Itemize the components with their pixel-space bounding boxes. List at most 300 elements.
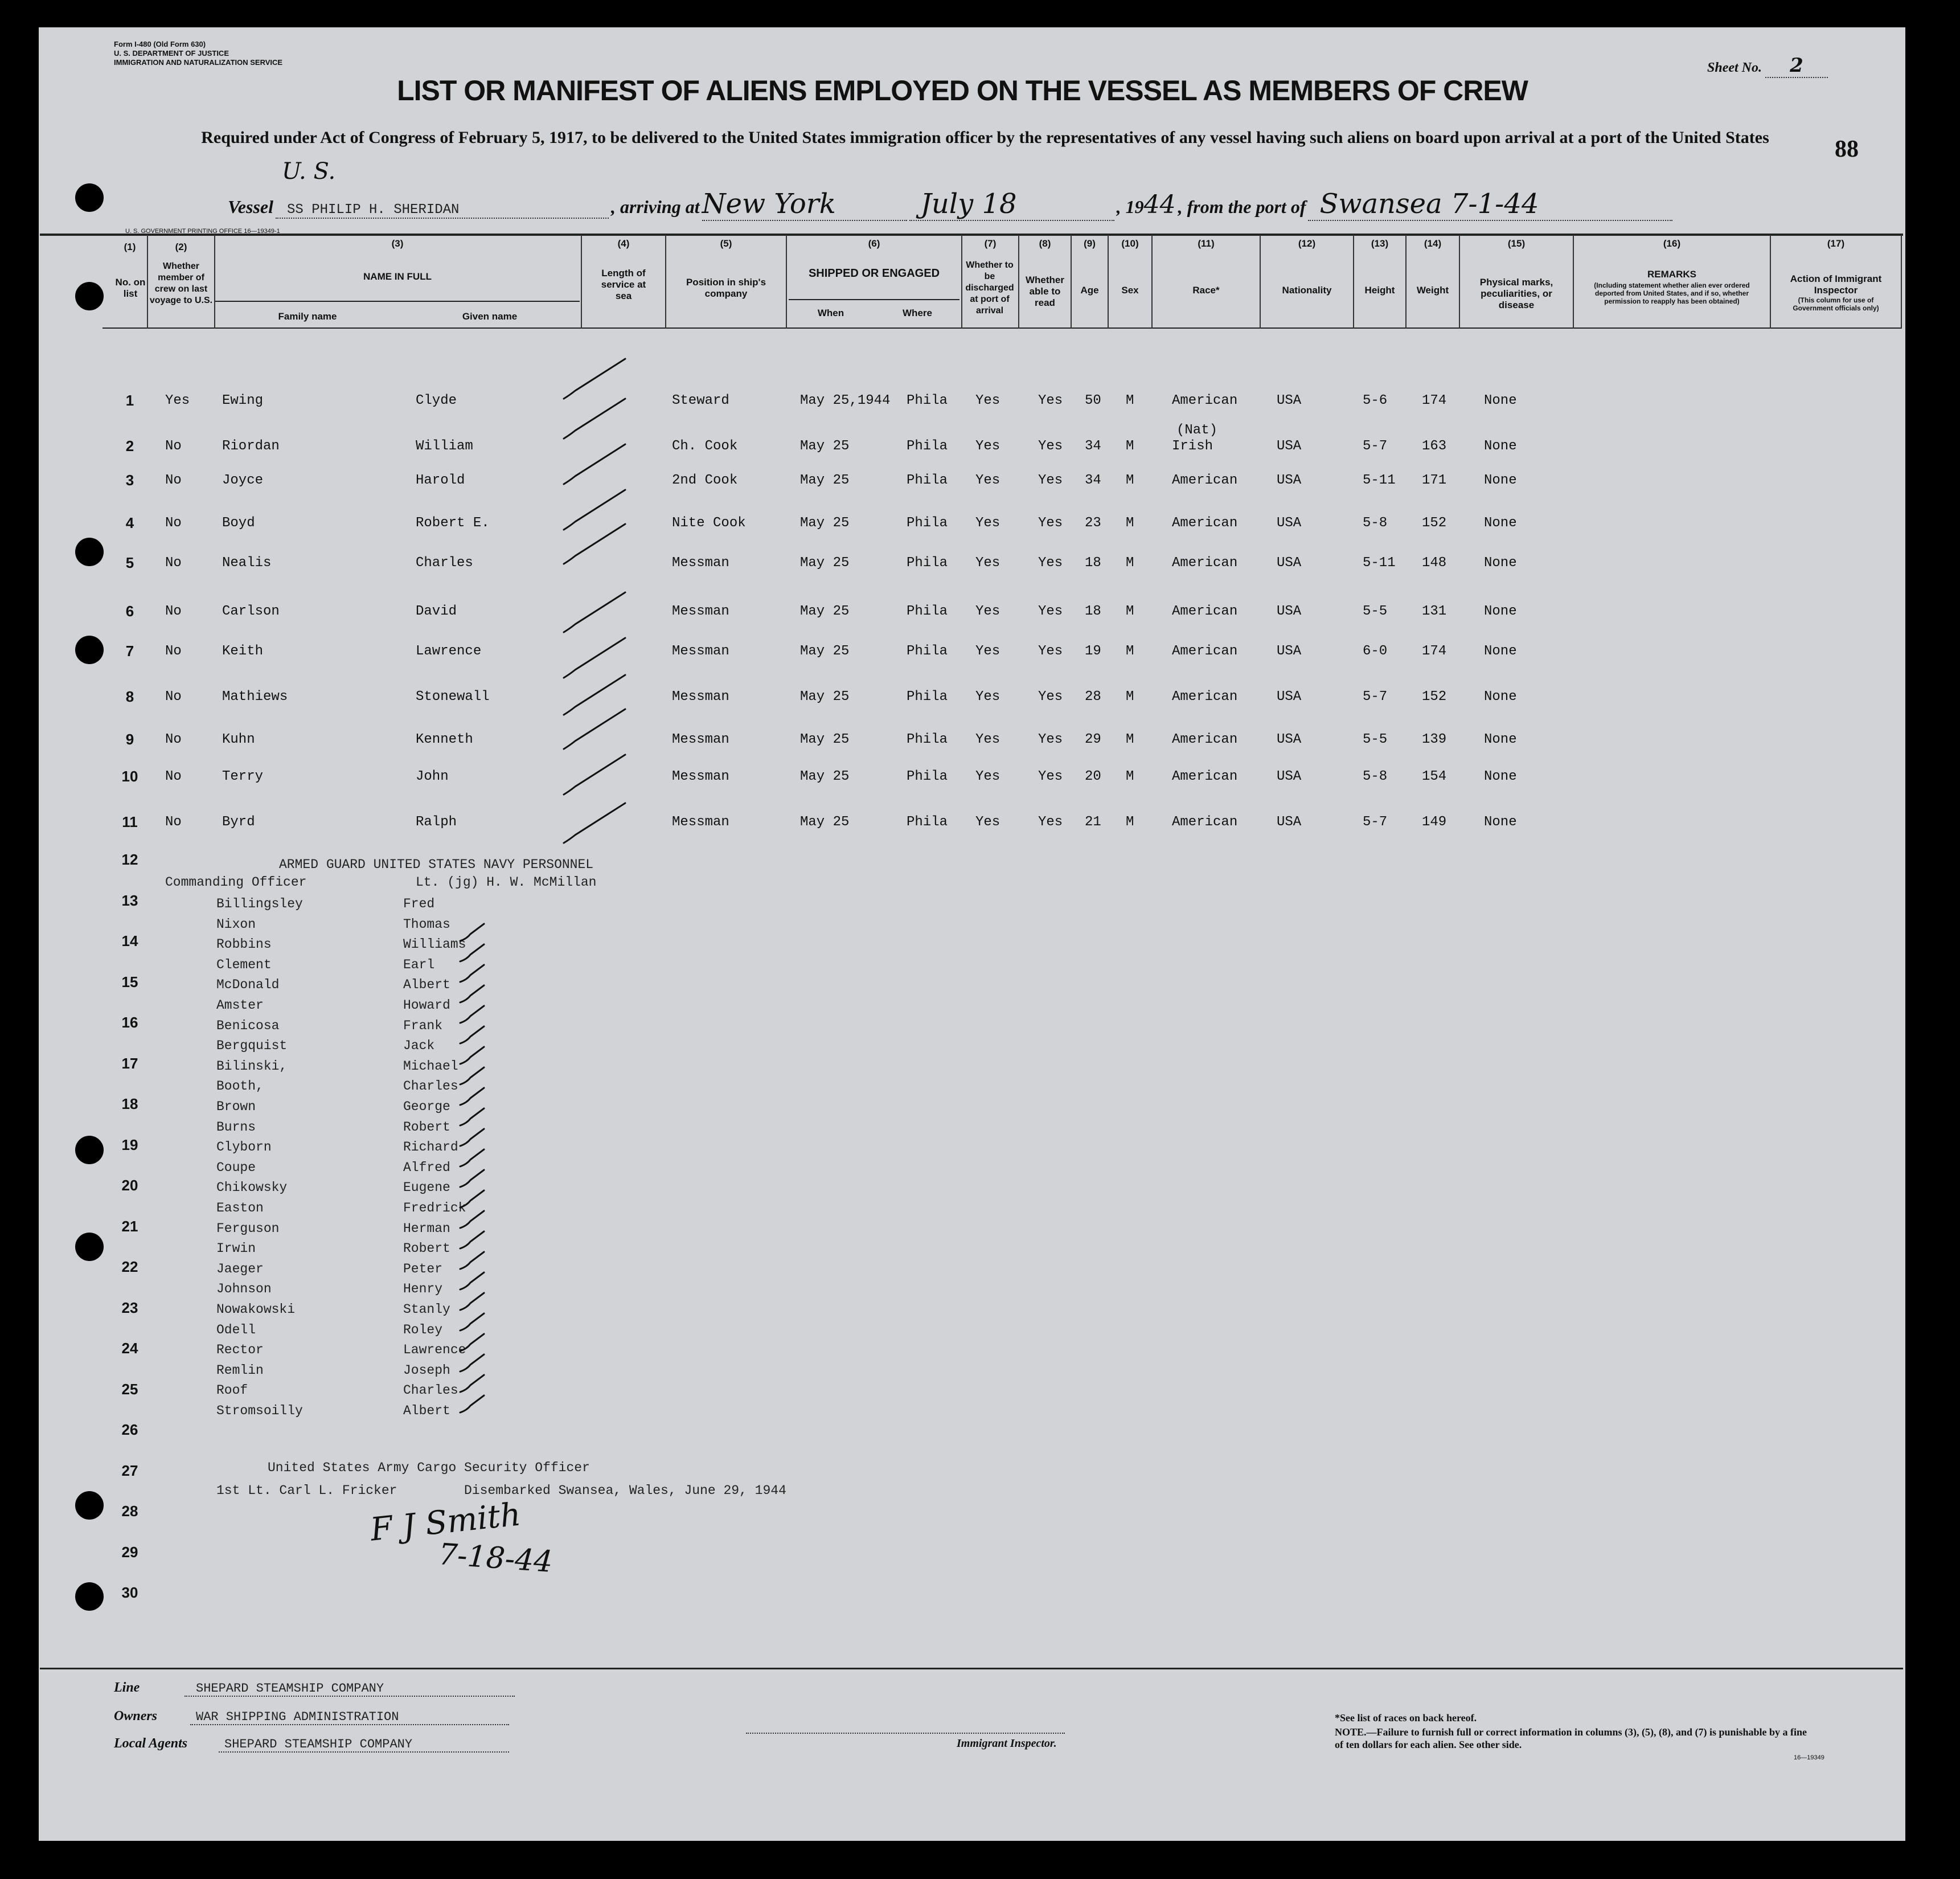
cell-weight: 163 [1422,439,1447,454]
check-mark [564,592,625,632]
year: 44 [1143,190,1176,219]
cell-age: 50 [1085,393,1101,408]
cell-family: Riordan [222,439,280,454]
cell-age: 28 [1085,689,1101,705]
row-number: 28 [121,1503,138,1520]
cell-last-voyage: No [165,814,182,830]
cell-marks: None [1484,769,1517,784]
cell-family: Ewing [222,393,264,408]
navy-given-name: George [403,1099,450,1114]
signature-date: 7-18-44 [437,1537,554,1579]
cell-marks: None [1484,393,1517,408]
navy-family-name: Chikowsky [216,1180,288,1195]
col-head-read: Whether able to read [1026,275,1064,308]
cell-where: Phila [907,769,948,784]
cell-family: Joyce [222,473,264,488]
cell-height: 5-8 [1363,769,1388,784]
check-mark [564,675,625,715]
navy-given-name: Earl [403,957,435,972]
cell-marks: None [1484,689,1517,705]
navy-family-name: Nowakowski [216,1302,296,1317]
cell-sex: M [1126,439,1134,454]
col-head-race: Race* [1192,285,1220,296]
col-num-9: (9) [1084,238,1096,249]
row-number: 21 [121,1218,138,1235]
cell-when: May 25,1944 [800,393,891,408]
cell-discharged: Yes [975,439,1000,454]
col-num-15: (15) [1507,238,1526,249]
document-title: LIST OR MANIFEST OF ALIENS EMPLOYED ON THE VESSEL AS MEMBERS OF CREW [397,75,1528,107]
check-mark [460,1088,484,1105]
row-number: 14 [121,932,138,949]
footer-line [114,1680,515,1697]
check-mark [460,1231,484,1248]
col-head-when: When [817,308,844,318]
navy-family-name: Irwin [216,1241,256,1256]
check-mark [460,1334,484,1351]
cell-last-voyage: No [165,555,182,571]
col-num-3: (3) [391,238,404,249]
cell-height: 5-11 [1363,473,1396,488]
cell-discharged: Yes [975,473,1000,488]
cell-sex: M [1126,473,1134,488]
cell-sex: M [1126,769,1134,784]
cell-weight: 152 [1422,515,1447,531]
col-head-no: No. on list [115,277,146,299]
from-label: , from the port of [1178,197,1306,217]
cell-last-voyage: No [165,644,182,659]
cell-where: Phila [907,473,948,488]
cell-where: Phila [907,604,948,619]
navy-given-name: Charles [403,1079,458,1094]
row-number: 29 [121,1544,138,1561]
departure-port: Swansea 7-1-44 [1308,188,1672,221]
cell-family: Mathiews [222,689,288,705]
form-code: 16—19349 [1794,1754,1824,1761]
cell-weight: 152 [1422,689,1447,705]
army-officer-label: United States Army Cargo Security Officer [268,1460,590,1475]
line-label: Line [114,1680,140,1695]
penalty-note: NOTE.—Failure to furnish full or correct information in columns (3), (5), (8), and (7) is punishable by a fine of ten dollars for each alien. See other side. [1335,1726,1807,1750]
row-number: 8 [125,688,134,705]
navy-family-name: Bergquist [216,1038,288,1053]
navy-family-name: Benicosa [216,1018,280,1033]
cell-marks: None [1484,515,1517,531]
cell-read: Yes [1038,473,1063,488]
arriving-port: New York [702,188,907,221]
inspector-label: Immigrant Inspector. [957,1737,1057,1750]
row-number: 10 [121,768,138,785]
cell-race: American [1172,393,1238,408]
navy-given-name: Richard [403,1140,458,1155]
cell-race: American [1172,769,1238,784]
row-number: 24 [121,1340,138,1357]
col-head-height: Height [1364,285,1395,296]
col-head-age: Age [1080,285,1099,296]
navy-given-name: Eugene [403,1180,450,1195]
navy-family-name: Easton [216,1201,264,1215]
navy-given-name: Robert [403,1241,450,1256]
cell-last-voyage: No [165,604,182,619]
navy-family-name: Billingsley [216,896,303,911]
cell-read: Yes [1038,393,1063,408]
cell-family: Keith [222,644,264,659]
check-mark [564,490,625,530]
navy-given-name: Michael [403,1059,458,1074]
col-num-5: (5) [720,238,732,249]
cell-age: 20 [1085,769,1101,784]
cell-read: Yes [1038,555,1063,571]
cell-given: William [416,439,473,454]
line-value: SHEPARD STEAMSHIP COMPANY [184,1681,515,1697]
cell-weight: 148 [1422,555,1447,571]
cell-nationality: USA [1277,814,1302,830]
navy-given-name: Joseph [403,1363,450,1378]
col-num-13: (13) [1371,238,1389,249]
cell-race: American [1172,515,1238,531]
cell-position: Steward [672,393,729,408]
cell-weight: 171 [1422,473,1447,488]
cell-marks: None [1484,644,1517,659]
row-number: 18 [121,1095,138,1112]
cell-height: 5-7 [1363,689,1388,705]
col-head-shipped: SHIPPED OR ENGAGED [808,267,940,280]
cell-given: John [416,769,449,784]
cell-race: American [1172,732,1238,747]
col-head-given: Given name [462,311,518,322]
check-mark [564,359,625,399]
cell-race: American [1172,689,1238,705]
cell-when: May 25 [800,439,850,454]
navy-given-name: Lawrence [403,1342,466,1357]
cell-read: Yes [1038,769,1063,784]
col-head-marks: Physical marks, peculiarities, or disease [1479,277,1553,310]
col-head-name: NAME IN FULL [363,271,432,282]
navy-given-name: Jack [403,1038,435,1053]
col-num-17: (17) [1827,238,1845,249]
navy-heading: ARMED GUARD UNITED STATES NAVY PERSONNEL [279,857,594,872]
cell-position: Messman [672,644,729,659]
col-num-2: (2) [175,241,187,252]
row-number: 27 [121,1462,138,1479]
cell-position: Messman [672,732,729,747]
cell-marks: None [1484,814,1517,830]
cell-race: Irish [1172,439,1213,454]
check-mark [460,1170,484,1187]
check-mark [564,803,625,843]
commanding-officer-name: Lt. (jg) H. W. McMillan [416,875,597,890]
cell-nationality: USA [1277,644,1302,659]
cell-given: Harold [416,473,465,488]
navy-family-name: Nixon [216,917,256,932]
cell-given: Charles [416,555,473,571]
navy-family-name: Ferguson [216,1221,280,1236]
form-number: Form I-480 (Old Form 630) [114,40,206,48]
cell-sex: M [1126,689,1134,705]
cell-position: Ch. Cook [672,439,738,454]
cell-discharged: Yes [975,814,1000,830]
col-head-remarks-note: (Including statement whether alien ever ordered deported from United States, and if so, whether permission to reapply has been obtained) [1594,281,1750,305]
check-mark [564,638,625,678]
cell-position: Messman [672,689,729,705]
row-number: 15 [121,973,138,990]
check-mark [460,1375,484,1392]
check-mark [460,1211,484,1228]
row-number: 26 [121,1421,138,1438]
cell-age: 18 [1085,555,1101,571]
cell-nationality: USA [1277,515,1302,531]
cell-weight: 174 [1422,393,1447,408]
navy-family-name: Amster [216,998,264,1013]
cell-height: 5-6 [1363,393,1388,408]
col-head-sex: Sex [1121,285,1139,296]
col-head-service: Length of service at sea [601,268,646,301]
cell-nationality: USA [1277,604,1302,619]
cell-race: American [1172,644,1238,659]
cell-discharged: Yes [975,769,1000,784]
check-mark [460,1149,484,1166]
cell-when: May 25 [800,769,850,784]
navy-family-name: Clement [216,957,272,972]
cell-given: Clyde [416,393,457,408]
cell-family: Kuhn [222,732,255,747]
inspector-signature-line [746,1733,1065,1734]
col-num-12: (12) [1298,238,1316,249]
cell-height: 6-0 [1363,644,1388,659]
row-number: 30 [121,1584,138,1601]
cell-nationality: USA [1277,439,1302,454]
row-number: 16 [121,1014,138,1031]
check-mark [460,944,484,961]
cell-position: Messman [672,814,729,830]
check-mark [460,1313,484,1331]
navy-given-name: Charles [403,1383,458,1398]
commanding-officer-label: Commanding Officer [165,875,307,890]
cell-position: Messman [672,604,729,619]
agents-value: SHEPARD STEAMSHIP COMPANY [219,1737,509,1753]
cell-weight: 149 [1422,814,1447,830]
navy-family-name: Johnson [216,1282,272,1296]
row-number: 4 [125,514,134,531]
cell-weight: 174 [1422,644,1447,659]
cell-age: 29 [1085,732,1101,747]
cell-given: David [416,604,457,619]
cell-where: Phila [907,644,948,659]
cell-marks: None [1484,555,1517,571]
navy-family-name: Remlin [216,1363,264,1378]
cell-sex: M [1126,515,1134,531]
row-number: 11 [122,813,138,830]
cell-discharged: Yes [975,689,1000,705]
navy-given-name: Albert [403,977,450,992]
col-num-6: (6) [868,238,880,249]
service: IMMIGRATION AND NATURALIZATION SERVICE [114,58,283,67]
row-number: 13 [121,892,138,909]
row-number: 3 [125,472,134,489]
col-head-action-note: (This column for use of Government officials only) [1793,296,1879,312]
cell-given: Stonewall [416,689,490,705]
footer-agents [114,1736,509,1753]
check-mark [460,1293,484,1310]
col-head-remarks: REMARKS [1647,269,1696,280]
check-mark [460,1252,484,1269]
navy-given-name: Alfred [403,1160,450,1175]
cell-position: Messman [672,555,729,571]
cell-weight: 139 [1422,732,1447,747]
cell-family: Boyd [222,515,255,531]
cell-when: May 25 [800,689,850,705]
navy-given-name: Herman [403,1221,450,1236]
cell-marks: None [1484,604,1517,619]
year-prefix: , 19 [1116,197,1144,217]
cell-discharged: Yes [975,604,1000,619]
cell-read: Yes [1038,439,1063,454]
gpo-line: U. S. GOVERNMENT PRINTING OFFICE 16—19349-1 [125,228,280,235]
row-number: 12 [121,851,138,868]
owners-value: WAR SHIPPING ADMINISTRATION [190,1710,509,1725]
agents-label: Local Agents [114,1736,188,1751]
row-number: 9 [125,731,134,748]
check-mark [460,1108,484,1125]
navy-family-name: Booth, [216,1079,264,1094]
check-mark [460,1354,484,1372]
cell-family: Carlson [222,604,280,619]
navy-given-name: Albert [403,1403,450,1418]
check-mark [460,1272,484,1289]
navy-family-name: Clyborn [216,1140,272,1155]
cell-read: Yes [1038,814,1063,830]
navy-family-name: Jaeger [216,1262,264,1276]
check-mark [564,755,625,795]
cell-read: Yes [1038,689,1063,705]
inspector-signature: F J Smith [368,1496,523,1549]
cell-marks: None [1484,732,1517,747]
cell-family: Nealis [222,555,272,571]
cell-read: Yes [1038,515,1063,531]
check-mark [564,709,625,749]
col-num-14: (14) [1424,238,1442,249]
row-number: 7 [125,642,134,660]
owners-label: Owners [114,1709,158,1724]
navy-given-name: Williams [403,937,466,952]
check-mark [460,1026,484,1043]
cell-sex: M [1126,604,1134,619]
col-num-1: (1) [124,241,136,252]
col-head-discharged: Whether to be discharged at port of arrival [965,260,1014,316]
cell-nationality: USA [1277,769,1302,784]
navy-family-name: McDonald [216,977,280,992]
row-number: 1 [125,392,134,409]
row-number: 5 [125,554,134,571]
document-subtitle: Required under Act of Congress of February 5, 1917, to be delivered to the United States immigration officer by the representatives of any vessel having such aliens on board upon arrival at a port of the United States [201,128,1769,147]
navy-family-name: Robbins [216,937,272,952]
check-mark [460,965,484,982]
footer-owners [114,1709,509,1725]
col-num-16: (16) [1663,238,1681,249]
check-mark [460,985,484,1002]
col-head-position: Position in ship's company [686,277,766,299]
cell-family: Byrd [222,814,255,830]
navy-family-name: Rector [216,1342,264,1357]
vessel-name: SS PHILIP H. SHERIDAN [276,202,609,219]
cell-last-voyage: No [165,732,182,747]
cell-read: Yes [1038,604,1063,619]
cell-read: Yes [1038,732,1063,747]
cell-nationality: USA [1277,732,1302,747]
cell-age: 34 [1085,439,1101,454]
col-num-8: (8) [1039,238,1051,249]
col-num-7: (7) [984,238,997,249]
arriving-label: , arriving at [611,197,700,217]
col-head-family: Family name [278,311,337,322]
cell-height: 5-7 [1363,439,1388,454]
cell-where: Phila [907,689,948,705]
cell-when: May 25 [800,604,850,619]
navy-given-name: Peter [403,1262,443,1276]
cell-where: Phila [907,393,948,408]
navy-family-name: Stromsoilly [216,1403,303,1418]
vessel-label: Vessel [228,197,273,217]
cell-height: 5-11 [1363,555,1396,571]
navy-family-name: Bilinski, [216,1059,288,1074]
cell-nationality: USA [1277,473,1302,488]
arrival-date: July 18 [909,188,1114,221]
cell-read: Yes [1038,644,1063,659]
cell-height: 5-8 [1363,515,1388,531]
disembarked-note: Disembarked Swansea, Wales, June 29, 1944 [464,1483,786,1498]
cell-sex: M [1126,555,1134,571]
cell-given: Lawrence [416,644,482,659]
cell-discharged: Yes [975,393,1000,408]
row-number: 25 [121,1381,138,1398]
row-number: 20 [121,1177,138,1194]
col-num-4: (4) [617,238,630,249]
col-head-last-voyage: Whether member of crew on last voyage to U.S. [149,261,213,305]
sheet-label: Sheet No. [1707,60,1762,75]
cell-last-voyage: No [165,439,182,454]
col-num-11: (11) [1198,238,1215,249]
cell-age: 23 [1085,515,1101,531]
cell-nationality: USA [1277,393,1302,408]
navy-given-name: Frank [403,1018,443,1033]
check-mark [460,924,484,941]
cell-last-voyage: No [165,769,182,784]
cell-discharged: Yes [975,555,1000,571]
cell-where: Phila [907,814,948,830]
cell-nationality: USA [1277,555,1302,571]
navy-family-name: Odell [216,1323,256,1337]
cell-where: Phila [907,439,948,454]
army-officer-name: 1st Lt. Carl L. Fricker [216,1483,397,1498]
cell-when: May 25 [800,473,850,488]
check-mark [460,1047,484,1064]
navy-given-name: Fredrick [403,1201,466,1215]
row-number: 2 [125,437,134,455]
cell-race: American [1172,473,1238,488]
race-note: (Nat) [1176,423,1218,438]
cell-family: Terry [222,769,264,784]
cell-where: Phila [907,515,948,531]
check-mark [460,1190,484,1207]
cell-sex: M [1126,732,1134,747]
cell-sex: M [1126,644,1134,659]
cell-weight: 154 [1422,769,1447,784]
navy-family-name: Roof [216,1383,248,1398]
col-head-nationality: Nationality [1282,285,1332,296]
cell-last-voyage: No [165,473,182,488]
cell-age: 19 [1085,644,1101,659]
cell-discharged: Yes [975,732,1000,747]
